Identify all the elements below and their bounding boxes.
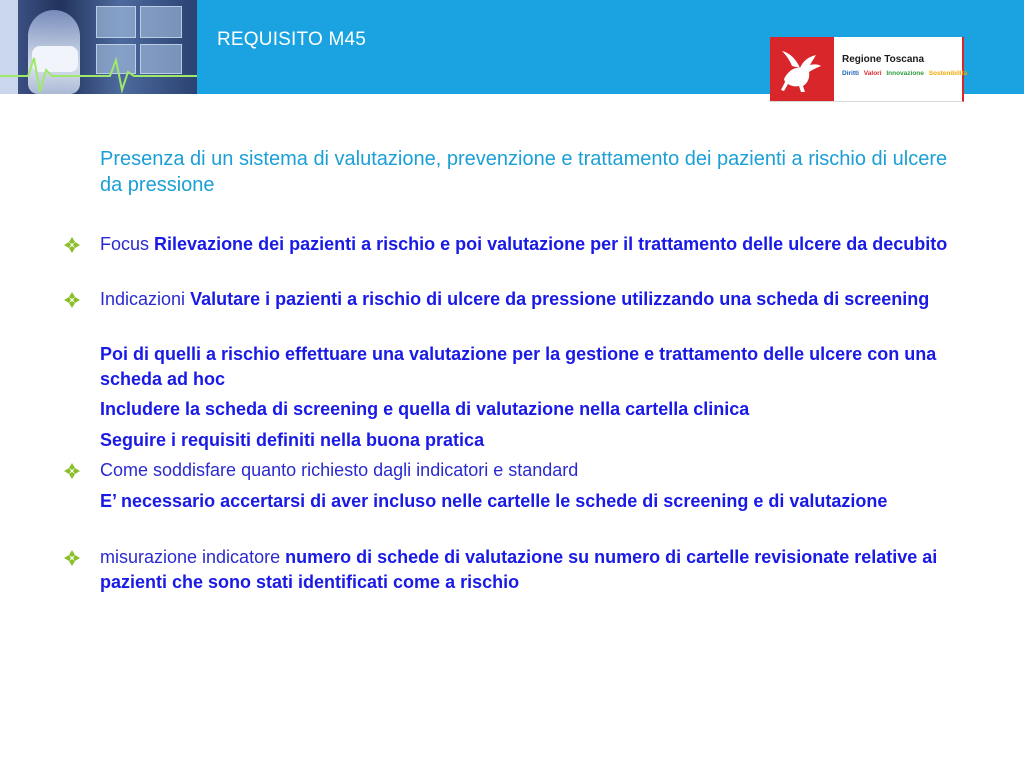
medical-staff-photo-icon [0, 0, 197, 94]
item-text: E’ necessario accertarsi di aver incluso nelle cartelle le schede di screening e di valutazione [100, 491, 888, 511]
diamond-bullet-icon [63, 291, 81, 309]
item-text: Includere la scheda di screening e quella di valutazione nella cartella clinica [100, 399, 750, 419]
logo-value: Valori [863, 70, 882, 77]
list-item [100, 287, 962, 312]
diamond-bullet-icon [63, 462, 81, 480]
item-lead: Indicazioni [100, 289, 191, 309]
regione-toscana-logo [770, 37, 968, 102]
logo-value: Sostenibilità [928, 70, 968, 77]
item-lead: Come soddisfare quanto richiesto dagli indicatori e standard [100, 460, 579, 480]
list-item [100, 342, 962, 392]
ecg-line-icon [0, 0, 197, 94]
list-item [100, 397, 962, 422]
logo-values [842, 70, 970, 77]
logo-value: Diritti [842, 70, 859, 77]
logo-name: Regione Toscana [842, 54, 925, 65]
item-lead: misurazione indicatore [100, 547, 286, 567]
slide-subtitle: Presenza di un sistema di valutazione, prevenzione e trattamento dei pazienti a rischio di ulcere da pressione [100, 148, 948, 196]
page-title: REQUISITO M45 [217, 29, 367, 50]
pegasus-icon [770, 37, 834, 101]
diamond-bullet-icon [63, 549, 81, 567]
item-text: numero di schede di valutazione su numero di cartelle revisionate relative ai pazienti che sono stati identificati come a rischio [100, 547, 938, 592]
list-item [100, 489, 962, 514]
logo-value: Innovazione [886, 70, 924, 77]
list-item [100, 428, 962, 453]
diamond-bullet-icon [63, 236, 81, 254]
item-lead: Focus [100, 234, 155, 254]
item-text: Rilevazione dei pazienti a rischio e poi valutazione per il trattamento delle ulcere da decubito [154, 234, 948, 254]
item-text: Valutare i pazienti a rischio di ulcere da pressione utilizzando una scheda di screening [190, 289, 930, 309]
list-item [100, 458, 962, 483]
list-item [100, 232, 962, 257]
list-item [100, 545, 962, 595]
item-text: Seguire i requisiti definiti nella buona pratica [100, 430, 485, 450]
pegasus-logo-icon [770, 37, 834, 101]
item-text: Poi di quelli a rischio effettuare una valutazione per la gestione e trattamento delle ulcere con una scheda ad hoc [100, 344, 937, 389]
